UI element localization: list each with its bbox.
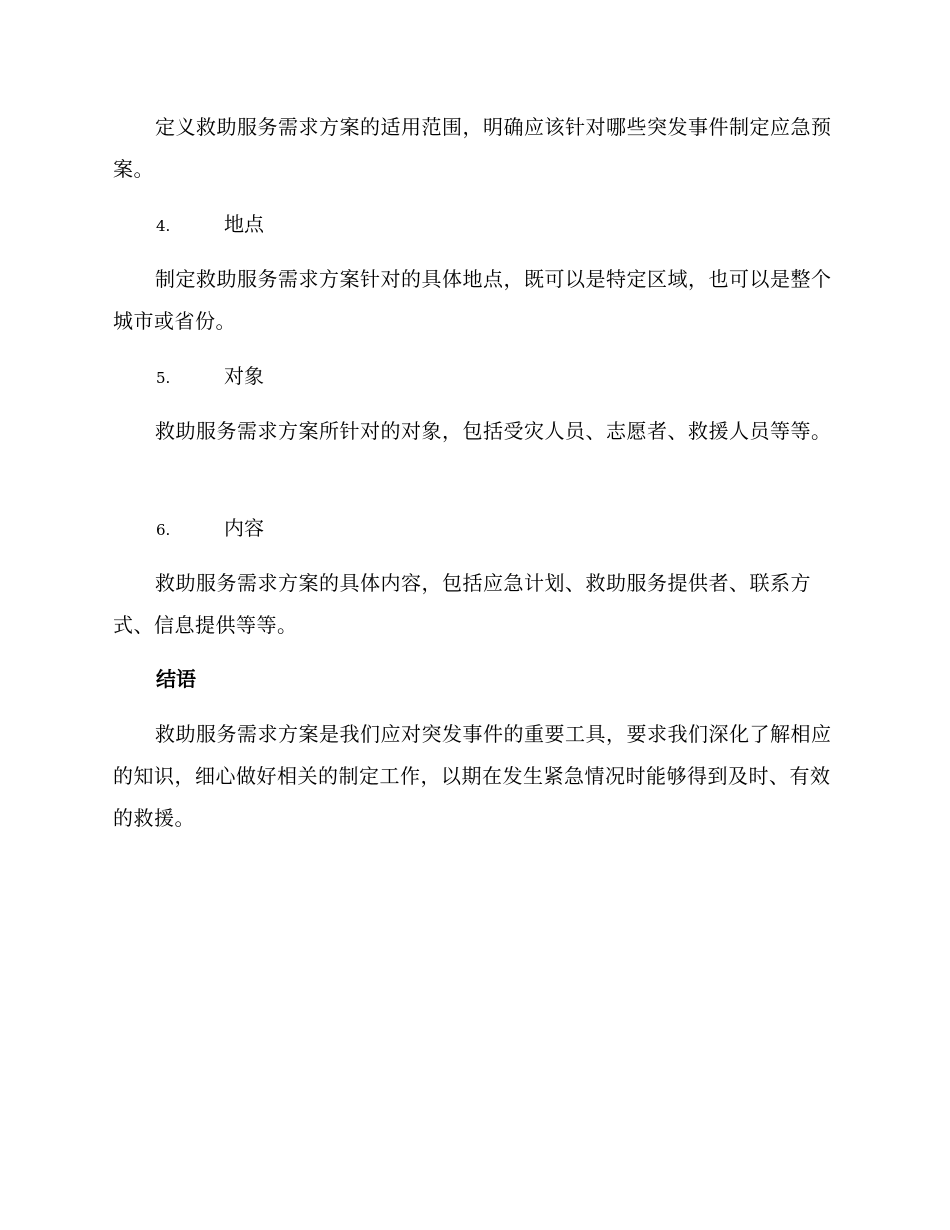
- list-item-location: [156, 209, 264, 239]
- list-item-content: [156, 513, 264, 543]
- paragraph-scope: 定义救助服务需求方案的适用范围，明确应该针对哪些突发事件制定应急预案。: [113, 115, 832, 181]
- paragraph-target: 救助服务需求方案所针对的对象，包括受灾人员、志愿者、救援人员等等。: [155, 419, 832, 443]
- paragraph-conclusion: 救助服务需求方案是我们应对突发事件的重要工具，要求我们深化了解相应的知识，细心做好相关的制定工作，以期在发生紧急情况时能够得到及时、有效的救援。: [113, 722, 832, 830]
- list-item-number: 6.: [156, 521, 171, 539]
- list-item-target: [156, 361, 264, 391]
- list-item-number: 5.: [156, 369, 171, 387]
- paragraph-location: 制定救助服务需求方案针对的具体地点，既可以是特定区域，也可以是整个城市或省份。: [113, 267, 832, 333]
- list-item-label: 地点: [224, 212, 264, 236]
- conclusion-heading: 结语: [156, 667, 196, 691]
- list-item-label: 对象: [224, 364, 264, 388]
- list-item-number: 4.: [156, 217, 171, 235]
- list-item-label: 内容: [224, 516, 264, 540]
- paragraph-content: 救助服务需求方案的具体内容，包括应急计划、救助服务提供者、联系方式、信息提供等等。: [113, 571, 811, 637]
